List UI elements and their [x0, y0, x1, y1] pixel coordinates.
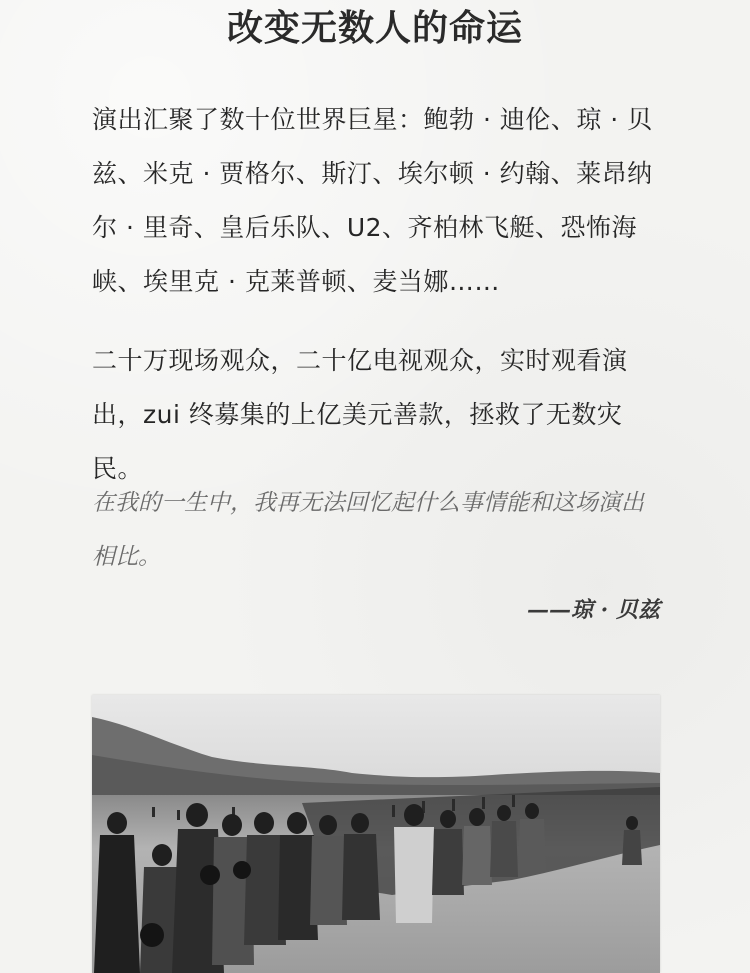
- page-title: 改变无数人的命运: [226, 7, 523, 49]
- body-paragraph-audience: 二十万现场观众，二十亿电视观众，实时观看演出，zui 终募集的上亿美元善款，拯救了无数灾民。: [92, 346, 628, 483]
- quote-attribution: ——琼 · 贝兹: [527, 597, 660, 623]
- quote-text: 在我的一生中，我再无法回忆起什么事情能和这场演出相比。: [92, 490, 644, 570]
- body-paragraph-performers: 演出汇聚了数十位世界巨星：鲍勃 · 迪伦、琼 · 贝兹、米克 · 贾格尔、斯汀、埃尔顿 · 约翰、莱昂纳尔 · 里奇、皇后乐队、U2、齐柏林飞艇、恐怖海峡、埃里克 · 克莱普顿、麦当娜……: [92, 105, 653, 296]
- famine-crowd-photo: [92, 695, 660, 973]
